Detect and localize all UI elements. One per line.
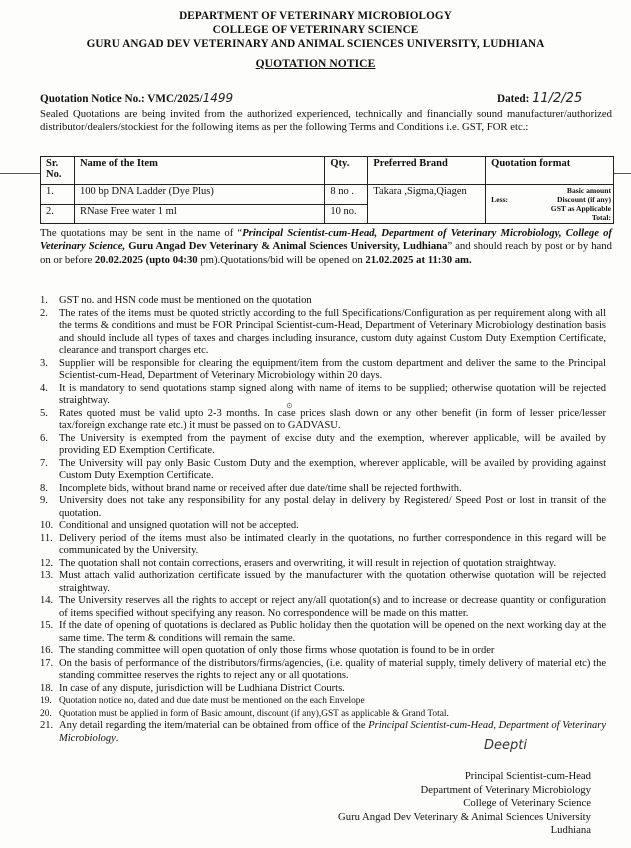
addressee-name: Principal Scientist-cum-Head, Department of Veterinary Microbiology, College of Veterinary Science, [40, 227, 612, 253]
term-text: Quotation must be applied in form of Basic amount, discount (if any),GST as applicable & Grand Total. [59, 708, 449, 719]
list-item [40, 495, 606, 520]
format-discount: Discount (if any) [556, 195, 611, 204]
university-name: Guru Angad Dev Veterinary & Animal Sciences University, Ludhiana [128, 240, 448, 253]
row-qty: 10 no. [325, 204, 368, 224]
term-number: 11. [40, 532, 53, 544]
row-sr: 2. [41, 204, 75, 224]
signatory-department: Department of Veterinary Microbiology [420, 783, 591, 796]
dated-handwritten: 11/2/25 [532, 91, 583, 106]
term-text: Quotation notice no, dated and due date must be mentioned on the each Envelope [59, 696, 365, 706]
term-text: Delivery period of the items must also be intimated clearly in the quotations, no further correspondence in this regard will be communicated by the University. [59, 532, 606, 556]
scan-mark-right [614, 173, 631, 174]
signatory-city: Ludhiana [550, 824, 591, 837]
term-text: The University is exempted from the payment of excise duty and the exemption, wherever applicable, will be availed by providing ED Exemption Certificate. [59, 432, 606, 456]
department-heading: DEPARTMENT OF VETERINARY MICROBIOLOGY [179, 10, 452, 22]
term-text: Incomplete bids, without brand name or received after due date/time shall be rejected forthwith. [59, 482, 462, 494]
list-item [40, 558, 606, 571]
scan-mark-left [0, 173, 40, 174]
list-item [40, 358, 606, 383]
list-item [40, 620, 606, 645]
list-item [40, 483, 606, 496]
term-italic-text: Principal Scientist-cum-Head, Department of Veterinary Microbiology [59, 720, 606, 744]
term-number: 2. [40, 307, 48, 319]
term-text: On the basis of performance of the distributors/firms/agencies, (i.e. quality of material supply, timely delivery of material etc) the standing committee reserves the rights to reject any or all quotations. [59, 657, 606, 681]
term-text: Supplier will be responsible for clearing the equipment/item from the custom department and deliver the same to the Principal Scientist-cum-Head, Department of Veterinary Microbiology within 20 days. [59, 357, 606, 381]
term-text: Rates quoted must be valid upto 2-3 months. In case prices slash down or any other benefit (in form of lesser price/lesser tax/foreign exchange rate etc.) it must be passed on to GADVASU. [59, 407, 606, 431]
list-item [40, 645, 606, 658]
term-number: 15. [40, 620, 54, 631]
col-header-brand: Preferred Brand [368, 157, 486, 185]
term-number: 16. [40, 645, 54, 656]
notice-title: QUOTATION NOTICE [255, 58, 376, 70]
term-text: Must attach valid authorization certificate issued by the manufacturer with the quotation otherwise quotation will be rejected straightway. [59, 570, 606, 594]
list-item [40, 308, 606, 358]
submission-text: The quotations may be sent in the name of “ [40, 227, 243, 239]
list-item [40, 708, 606, 721]
term-text: In case of any dispute, jurisdiction will be Ludhiana District Courts. [59, 682, 345, 694]
table-header-row [41, 157, 614, 185]
term-text: The quotation shall not contain corrections, erasers and overwriting, it will result in rejection of quotation straightway. [59, 557, 557, 569]
list-item [40, 520, 606, 533]
term-text: The standing committee will open quotation of only those firms whose quotation is found to be in order [59, 645, 495, 656]
list-item [40, 658, 606, 683]
submission-text-2: ” and should reach by post or by hand on or before [40, 240, 612, 266]
term-number: 13. [40, 570, 54, 581]
term-text: Conditional and unsigned quotation will not be accepted. [59, 520, 299, 531]
term-number: 14. [40, 595, 54, 606]
quotation-number [40, 91, 233, 105]
term-number: 20. [40, 708, 52, 719]
list-item [40, 595, 606, 620]
term-number: 3. [40, 357, 48, 369]
row-qty: 8 no . [325, 185, 368, 205]
list-item [40, 295, 606, 308]
signatory-college: College of Veterinary Science [463, 797, 591, 810]
term-text: The University will pay only Basic Custom Duty and the exemption, wherever applicable, will be availed by providing against Custom Duty Exemption Certificate. [59, 457, 606, 481]
term-number: 9. [40, 495, 48, 506]
university-heading: GURU ANGAD DEV VETERINARY AND ANIMAL SCIENCES UNIVERSITY, LUDHIANA [86, 38, 545, 50]
col-header-item: Name of the Item [74, 157, 324, 185]
quotation-number-handwritten: 1499 [202, 91, 234, 105]
row-brand: Takara ,Sigma,Qiagen [368, 185, 486, 224]
signatory-university: Guru Angad Dev Veterinary & Animal Sciences University [338, 810, 591, 823]
col-header-format: Quotation format [486, 157, 614, 185]
list-item [40, 695, 606, 708]
term-number: 6. [40, 432, 48, 444]
intro-paragraph: Sealed Quotations are being invited from the authorized experienced, technically and financially sound manufacturer/authorized distributor/dealers/stockiest for the following items as per the following Terms and Conditions i.e. GST, FOR etc.: [40, 108, 612, 134]
term-number: 19. [40, 696, 52, 706]
quotation-number-label: Quotation Notice No.: VMC/2025/ [40, 93, 203, 105]
term-number: 10. [40, 520, 54, 531]
due-date: 20.02.2025 (upto 04:30 [94, 253, 198, 266]
term-text: University does not take any responsibility for any postal delay in delivery by Registered/ Speed Post or lost in transit of the quotation. [59, 495, 606, 519]
college-heading: COLLEGE OF VETERINARY SCIENCE [212, 24, 419, 36]
format-less: Less: [491, 195, 509, 204]
term-text: The University reserves all the rights to accept or reject any/all quotation(s) and to increase or decrease quantity or configuration of items specified without specifying any reason. No correspondence will be made on this matter. [59, 595, 606, 619]
notice-date [497, 91, 582, 106]
table-row [41, 185, 614, 205]
row-item: 100 bp DNA Ladder (Dye Plus) [74, 185, 324, 205]
row-sr: 1. [41, 185, 75, 205]
list-item [40, 433, 606, 458]
term-text: GST no. and HSN code must be mentioned on the quotation [59, 295, 312, 306]
term-number: 8. [40, 482, 48, 494]
term-text: Any detail regarding the item/material can be obtained from office of the [59, 720, 369, 731]
terms-list [40, 295, 606, 745]
items-table [40, 156, 614, 224]
term-text: It is mandatory to send quotations stamp signed along with name of items to be supplied; otherwise quotation will be rejected straightway. [59, 382, 606, 406]
submission-paragraph [40, 227, 612, 267]
term-number: 1. [40, 295, 48, 306]
term-number: 5. [40, 407, 48, 419]
term-number: 18. [40, 682, 54, 694]
list-item [40, 458, 606, 483]
col-header-qty: Qty. [325, 157, 368, 185]
list-item [40, 383, 606, 408]
quotation-format-cell [486, 185, 614, 224]
list-item [40, 533, 606, 558]
list-item [40, 683, 606, 696]
term-text: The rates of the items must be quoted strictly according to the full Specifications/Configuration as per requirement along with all the terms & conditions and must be FOR Principal Scientist-cum-Head, Department of Veterinary Microbiology destination basis and should include all types of taxes and charges including insurance, custom duty against Custom Duty Exemption Certificate, clearance and transport charges etc. [59, 307, 606, 356]
row-item: RNase Free water 1 ml [74, 204, 324, 224]
scan-dot: ⊙ [286, 401, 293, 410]
term-number: 4. [40, 382, 48, 394]
opening-date: 21.02.2025 at 11:30 am. [365, 253, 472, 266]
format-gst: GST as Applicable [550, 204, 611, 213]
term-text: If the date of opening of quotations is declared as Public holiday then the quotation will be opened on the next working day at the same time. The term & conditions will remain the same. [59, 620, 606, 644]
submission-text-3: pm).Quotations/bid will be opened on [197, 253, 366, 266]
col-header-sr: Sr. No. [41, 157, 75, 185]
handwritten-signature: Deepti [484, 738, 527, 753]
format-basic: Basic amount [566, 186, 611, 195]
term-number: 21. [40, 720, 54, 731]
signatory-title: Principal Scientist-cum-Head [464, 770, 591, 782]
list-item [40, 408, 606, 433]
list-item [40, 570, 606, 595]
term-text-end: . [115, 732, 119, 744]
term-number: 12. [40, 557, 54, 569]
dated-label: Dated: [497, 93, 530, 105]
signature-block [338, 770, 591, 838]
format-total: Total: [591, 213, 611, 222]
term-number: 17. [40, 657, 54, 669]
term-number: 7. [40, 457, 48, 469]
